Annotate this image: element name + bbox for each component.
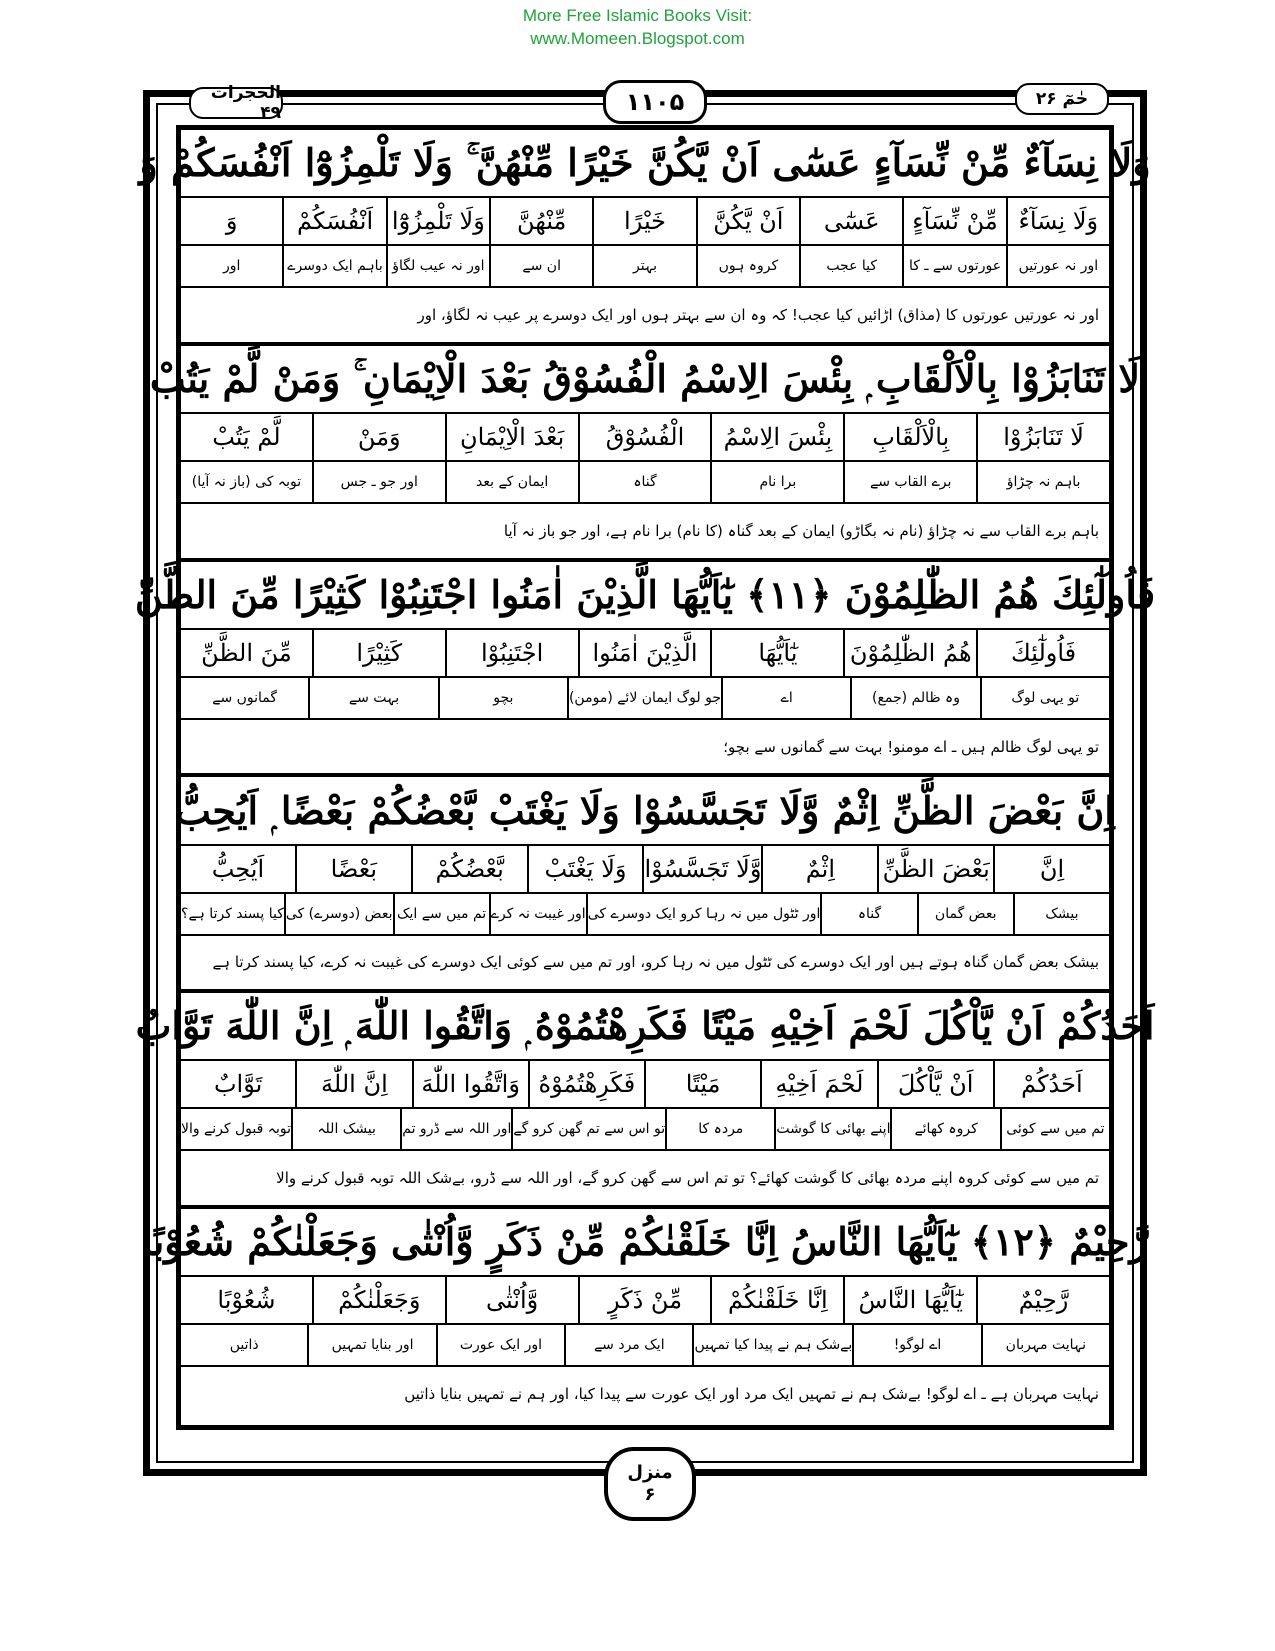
- arabic-verse-line: لَا تَنَابَزُوْا بِالْاَلْقَابِ ۭ بِئْسَ الِاسْمُ الْفُسُوْقُ بَعْدَ الْاِيْمَانِ ۚ وَمَنْ لَّمْ يَتُبْ: [181, 346, 1109, 414]
- urdu-meaning-cell: ایمان کے بعد: [445, 462, 578, 502]
- urdu-meaning-cell: ایک مرد سے: [564, 1325, 692, 1365]
- urdu-meaning-cell: کیا پسند کرتا ہے؟: [181, 905, 284, 922]
- arabic-word-cell: مِّنْ ذَكَرٍ: [578, 1277, 711, 1323]
- arabic-word-cell: وَاتَّقُوا اللّٰهَ: [412, 1061, 528, 1107]
- arabic-word-cell: وَجَعَلْنٰكُمْ: [312, 1277, 445, 1323]
- urdu-meaning-cell: کیا عجب: [799, 246, 902, 286]
- word-row: [181, 198, 1109, 246]
- arabic-verse-line: اَحَدُكُمْ اَنْ يَّاْكُلَ لَحْمَ اَخِيْهِ مَيْتًا فَكَرِهْتُمُوْهُ ۭ وَاتَّقُوا اللّٰهَ ۭ اِنَّ اللّٰهَ تَوَّابٌ: [181, 993, 1109, 1061]
- urdu-meaning-cell: برے القاب سے: [843, 462, 976, 502]
- surah-name-label: الحجرات ۴۹: [189, 87, 283, 119]
- urdu-meaning-cell: نہایت مہربان: [981, 1325, 1109, 1365]
- urdu-meaning-cell: کروہ ہوں: [696, 246, 799, 286]
- meaning-row: [181, 678, 1109, 720]
- manzil-badge: [604, 1447, 696, 1521]
- arabic-verse-line: وَلَا نِسَآءٌ مِّنْ نِّسَآءٍ عَسٰٓى اَنْ يَّكُنَّ خَيْرًا مِّنْهُنَّ ۚ وَلَا تَلْمِزُوْٓا اَنْفُسَكُمْ وَ: [181, 130, 1109, 198]
- verse-block: [134, 562, 1156, 778]
- urdu-translation-line: اور نہ عورتیں عورتوں کا (مذاق) اڑائیں کیا عجب! کہ وہ ان سے بہتر ہوں اور ایک دوسرے پر عیب نہ لگاؤ، اور: [417, 305, 1099, 324]
- arabic-word-cell: شُعُوْبًا: [217, 1286, 276, 1315]
- promo-link[interactable]: www.Momeen.Blogspot.com: [530, 29, 745, 48]
- urdu-meaning-cell: اور اللہ سے ڈرو تم: [400, 1109, 511, 1149]
- arabic-word-cell: اَيُحِبُّ: [211, 854, 265, 883]
- arabic-word-cell: مِّنْهُنَّ: [489, 198, 592, 244]
- arabic-word-cell: بَعْضَ الظَّنِّ: [877, 846, 993, 892]
- urdu-meaning-cell: توبہ قبول کرنے والا: [180, 1121, 291, 1138]
- word-row: [181, 846, 1109, 894]
- arabic-word-cell: اَحَدُكُمْ: [993, 1061, 1109, 1107]
- arabic-word-cell: اَنْ يَّاْكُلَ: [877, 1061, 993, 1107]
- arabic-word-cell: اجْتَنِبُوْا: [445, 630, 578, 676]
- arabic-word-cell: وَ: [225, 207, 238, 235]
- arabic-word-cell: الْفُسُوْقُ: [578, 414, 711, 460]
- urdu-meaning-cell: گمانوں سے: [212, 689, 278, 706]
- meaning-row: [181, 1325, 1109, 1367]
- arabic-word-cell: يٰٓاَيُّهَا: [710, 630, 843, 676]
- urdu-meaning-cell: بہتر: [592, 246, 695, 286]
- verse-block: [135, 993, 1155, 1209]
- verse-block: [139, 130, 1151, 346]
- manzil-number: ۶: [644, 1484, 656, 1505]
- arabic-word-cell: لَحْمَ اَخِيْهِ: [760, 1061, 876, 1107]
- arabic-word-cell: مِّنْ نِّسَآءٍ: [902, 198, 1005, 244]
- arabic-word-cell: وَّلَا تَجَسَّسُوْا: [642, 846, 761, 892]
- urdu-meaning-cell: جو لوگ ایمان لائے (مومن): [567, 678, 721, 718]
- urdu-translation-line: بیشک بعض گمان گناہ ہوتے ہیں اور ایک دوسرے کی ٹٹول میں نہ رہا کرو، اور تم میں سے کوئی ایک دوسرے کی غیبت نہ کرے، کیا پسند کرتا ہے: [212, 953, 1099, 972]
- urdu-meaning-cell: بہت سے: [308, 678, 437, 718]
- arabic-word-cell: خَيْرًا: [592, 198, 695, 244]
- arabic-word-cell: مَيْتًا: [644, 1061, 760, 1107]
- arabic-word-cell: اِنَّ: [993, 846, 1109, 892]
- promo-line-1: More Free Islamic Books Visit:: [522, 6, 753, 25]
- word-row: [181, 1277, 1109, 1325]
- arabic-word-cell: فَاُولٰٓئِكَ: [976, 630, 1109, 676]
- arabic-verse-line: رَّحِيْمٌ ﴿۱۲﴾ يٰٓاَيُّهَا النَّاسُ اِنَّا خَلَقْنٰكُمْ مِّنْ ذَكَرٍ وَّاُنْثٰى وَجَعَلْنٰكُمْ شُعُوْبًا: [181, 1209, 1109, 1277]
- meaning-row: [181, 894, 1109, 936]
- page-number: ۱۱۰۵: [603, 80, 707, 124]
- word-row: [181, 1061, 1109, 1109]
- urdu-meaning-cell: بعض (دوسرے) کی: [284, 894, 393, 934]
- urdu-meaning-cell: اے لوگو!: [852, 1325, 980, 1365]
- urdu-meaning-cell: باہم ایک دوسرے: [282, 246, 385, 286]
- urdu-meaning-cell: برا نام: [710, 462, 843, 502]
- arabic-word-cell: اِنَّ اللّٰهَ: [295, 1061, 411, 1107]
- word-row: [181, 630, 1109, 678]
- urdu-meaning-cell: عورتوں سے ـ کا: [902, 246, 1005, 286]
- urdu-meaning-cell: بعض گمان: [917, 894, 1013, 934]
- urdu-meaning-cell: توبہ کی (باز نہ آیا): [191, 473, 302, 490]
- urdu-meaning-cell: اپنے بھائی کا گوشت: [774, 1109, 890, 1149]
- urdu-translation-line: تم میں سے کوئی کروہ اپنے مردہ بھائی کا گوشت کھائے؟ تو تم اس سے گھن کرو گے، اور اللہ سے ڈرو، بےشک اللہ توبہ قبول کرنے والا: [276, 1169, 1099, 1188]
- arabic-word-cell: وَلَا تَلْمِزُوْٓا: [386, 198, 489, 244]
- meaning-row: [181, 1109, 1109, 1151]
- arabic-verse-line: اِنَّ بَعْضَ الظَّنِّ اِثْمٌ وَّلَا تَجَسَّسُوْا وَلَا يَغْتَبْ بَّعْضُكُمْ بَعْضًا ۭ اَيُحِبُّ: [181, 778, 1109, 846]
- arabic-word-cell: كَثِيْرًا: [312, 630, 445, 676]
- arabic-word-cell: لَا تَنَابَزُوْا: [976, 414, 1109, 460]
- arabic-word-cell: وَلَا نِسَآءٌ: [1006, 198, 1109, 244]
- arabic-word-cell: بِئْسَ الِاسْمُ: [710, 414, 843, 460]
- arabic-word-cell: اَنْفُسَكُمْ: [282, 198, 385, 244]
- arabic-word-cell: بَعْضًا: [295, 846, 411, 892]
- urdu-translation-line: تو یہی لوگ ظالم ہیں ـ اے مومنو! بہت سے گمانوں سے بچو؛: [723, 737, 1099, 756]
- urdu-meaning-cell: اور نہ عیب لگاؤ: [386, 246, 489, 286]
- page-content: [134, 130, 1156, 1425]
- arabic-word-cell: رَّحِيْمٌ: [976, 1277, 1109, 1323]
- arabic-word-cell: وَمَنْ: [312, 414, 445, 460]
- urdu-meaning-cell: اور: [223, 258, 241, 274]
- urdu-meaning-cell: اور غیبت نہ کرے: [489, 894, 586, 934]
- arabic-word-cell: تَوَّابٌ: [213, 1070, 263, 1099]
- arabic-word-cell: بِالْاَلْقَابِ: [843, 414, 976, 460]
- juz-label: حٰمٓ ۲۶: [1015, 83, 1109, 115]
- urdu-meaning-cell: وہ ظالم (جمع): [850, 678, 979, 718]
- urdu-meaning-cell: بچو: [438, 678, 567, 718]
- urdu-meaning-cell: اور ایک عورت: [436, 1325, 564, 1365]
- urdu-meaning-cell: تو اس سے تم گھن کرو گے: [511, 1109, 665, 1149]
- urdu-meaning-cell: ذاتیں: [229, 1337, 259, 1354]
- urdu-meaning-cell: بیشک: [1013, 894, 1109, 934]
- urdu-meaning-cell: بیشک اللہ: [291, 1109, 400, 1149]
- urdu-meaning-cell: اور نہ عورتیں: [1006, 246, 1109, 286]
- urdu-meaning-cell: بےشک ہم نے پیدا کیا تمہیں: [692, 1325, 852, 1365]
- arabic-word-cell: مِّنَ الظَّنِّ: [201, 638, 292, 667]
- promo-banner: [0, 4, 1275, 50]
- arabic-verse-line: فَاُولٰٓئِكَ هُمُ الظّٰلِمُوْنَ ﴿۱۱﴾ يٰٓاَيُّهَا الَّذِيْنَ اٰمَنُوا اجْتَنِبُوْا كَثِيْرًا مِّنَ الظَّنِّ: [181, 562, 1109, 630]
- arabic-word-cell: هُمُ الظّٰلِمُوْنَ: [843, 630, 976, 676]
- arabic-word-cell: الَّذِيْنَ اٰمَنُوا: [578, 630, 711, 676]
- arabic-word-cell: اَنْ يَّكُنَّ: [696, 198, 799, 244]
- manzil-label: منزل: [627, 1462, 673, 1483]
- urdu-meaning-cell: گناہ: [578, 462, 711, 502]
- urdu-meaning-cell: کروہ کھائے: [890, 1109, 999, 1149]
- urdu-meaning-cell: تم میں سے کوئی: [1000, 1109, 1109, 1149]
- urdu-meaning-cell: اور جو ـ جس: [312, 462, 445, 502]
- urdu-translation-line: نہایت مہربان ہے ـ اے لوگو! بےشک ہم نے تمہیں ایک مرد اور ایک عورت سے پیدا کیا، اور ہم نے تمہیں بنایا ذاتیں: [404, 1385, 1099, 1404]
- verse-block: [175, 778, 1115, 994]
- arabic-word-cell: اِثْمٌ: [761, 846, 877, 892]
- arabic-word-cell: وَلَا يَغْتَبْ: [527, 846, 643, 892]
- urdu-meaning-cell: اور ٹٹول میں نہ رہا کرو ایک دوسرے کی: [586, 894, 821, 934]
- arabic-word-cell: بَّعْضُكُمْ: [411, 846, 527, 892]
- arabic-word-cell: بَعْدَ الْاِيْمَانِ: [445, 414, 578, 460]
- word-row: [181, 414, 1109, 462]
- urdu-meaning-cell: اے: [721, 678, 850, 718]
- verse-block: [142, 1209, 1148, 1425]
- urdu-translation-line: باہم برے القاب سے نہ چڑاؤ (نام نہ بگاڑو) ایمان کے بعد گناہ (کا نام) برا نام ہے، اور جو باز نہ آیا: [503, 521, 1099, 540]
- arabic-word-cell: فَكَرِهْتُمُوْهُ: [528, 1061, 644, 1107]
- urdu-meaning-cell: تم میں سے ایک: [393, 894, 489, 934]
- arabic-word-cell: يٰٓاَيُّهَا النَّاسُ: [843, 1277, 976, 1323]
- arabic-word-cell: وَّاُنْثٰى: [445, 1277, 578, 1323]
- urdu-meaning-cell: ان سے: [489, 246, 592, 286]
- arabic-word-cell: اِنَّا خَلَقْنٰكُمْ: [710, 1277, 843, 1323]
- urdu-meaning-cell: مردہ کا: [665, 1109, 774, 1149]
- arabic-word-cell: لَّمْ يَتُبْ: [212, 422, 281, 451]
- urdu-meaning-cell: باہم نہ چڑاؤ: [976, 462, 1109, 502]
- meaning-row: [181, 462, 1109, 504]
- meaning-row: [181, 246, 1109, 288]
- arabic-word-cell: عَسٰٓى: [799, 198, 902, 244]
- verse-block: [149, 346, 1141, 562]
- urdu-meaning-cell: تو یہی لوگ: [980, 678, 1109, 718]
- urdu-meaning-cell: اور بنایا تمہیں: [307, 1325, 435, 1365]
- urdu-meaning-cell: گناہ: [820, 894, 916, 934]
